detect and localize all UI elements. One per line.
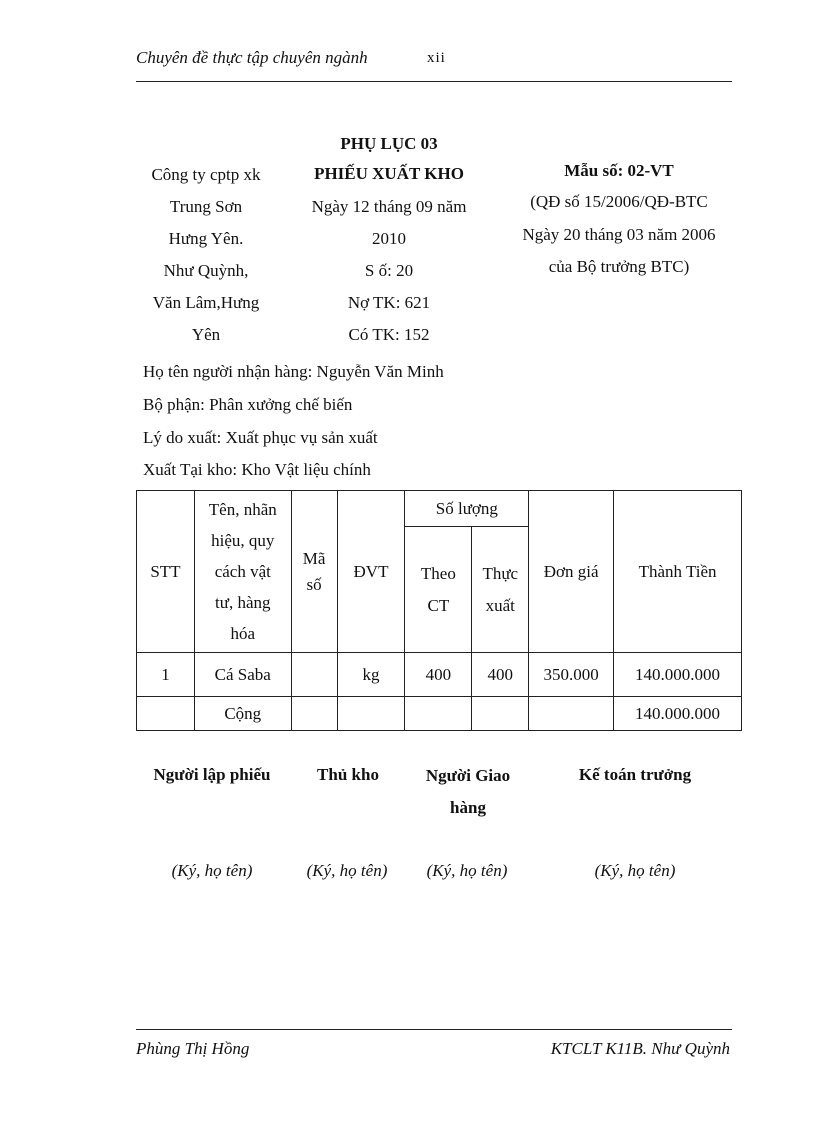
total-label: Cộng (194, 697, 291, 731)
signature-storekeeper-title: Thủ kho (317, 765, 379, 784)
cell-qty-actual: 400 (472, 653, 529, 697)
form-ref-line: của Bộ trưởng BTC) (548, 257, 690, 276)
header-stt: STT (137, 491, 195, 653)
signature-deliverer-note: (Ký, họ tên) (426, 861, 508, 880)
header-qty-doc: Theo CT (405, 527, 472, 653)
receiver-name: Họ tên người nhận hàng: Nguyễn Văn Minh (143, 362, 444, 381)
form-ref-line: Ngày 20 tháng 03 năm 2006 (522, 225, 716, 244)
total-amount: 140.000.000 (614, 697, 742, 731)
signature-preparer-note: (Ký, họ tên) (171, 861, 253, 880)
cell-empty (529, 697, 614, 731)
page-number: xii (427, 50, 446, 66)
header-amount: Thành Tiền (614, 491, 742, 653)
header-quantity: Số lượng (405, 491, 529, 527)
cell-code (291, 653, 337, 697)
cell-unit: kg (337, 653, 405, 697)
cell-empty (337, 697, 405, 731)
table-row (137, 653, 742, 697)
document-date-line2: 2010 (372, 229, 406, 248)
footer-rule (136, 1029, 732, 1030)
header-code: Mã số (291, 491, 337, 653)
header-item-name: Tên, nhãn hiệu, quy cách vật tư, hàng hóa (194, 491, 291, 653)
cell-stt: 1 (137, 653, 195, 697)
footer-author: Phùng Thị Hồng (136, 1039, 250, 1058)
cell-unit-price: 350.000 (529, 653, 614, 697)
cell-amount: 140.000.000 (614, 653, 742, 697)
header-unit-price: Đơn giá (529, 491, 614, 653)
appendix-title: PHỤ LỤC 03 (340, 134, 438, 153)
debit-account: Nợ TK: 621 (347, 293, 431, 312)
cell-item-name: Cá Saba (194, 653, 291, 697)
cell-empty (472, 697, 529, 731)
cell-empty (405, 697, 472, 731)
total-row (137, 697, 742, 731)
department: Bộ phận: Phân xưởng chế biến (143, 395, 353, 414)
document-number: S ố: 20 (364, 261, 414, 280)
warehouse: Xuất Tại kho: Kho Vật liệu chính (143, 460, 371, 479)
company-line: Như Quỳnh, (163, 261, 249, 280)
document-name: PHIẾU XUẤT KHO (314, 164, 464, 183)
footer-class: KTCLT K11B. Như Quỳnh (550, 1039, 730, 1058)
header-title: Chuyên đề thực tập chuyên ngành (136, 48, 368, 67)
company-line: Trung Sơn (169, 197, 243, 216)
document-date-line1: Ngày 12 tháng 09 năm (311, 197, 467, 216)
items-table (136, 490, 742, 731)
signature-deliverer-title: Người Giao hàng (425, 766, 511, 817)
header-unit: ĐVT (337, 491, 405, 653)
cell-empty (291, 697, 337, 731)
company-line: Văn Lâm,Hưng (152, 293, 260, 312)
signature-chief-accountant-note: (Ký, họ tên) (594, 861, 676, 880)
header-qty-actual: Thực xuất (472, 527, 529, 653)
company-line: Yên (191, 325, 221, 344)
company-line: Công ty cptp xk (151, 165, 261, 184)
signature-chief-accountant-title: Kế toán trưởng (578, 765, 692, 784)
company-line: Hưng Yên. (168, 229, 244, 248)
header-rule (136, 81, 732, 82)
signature-preparer-title: Người lập phiếu (153, 765, 271, 784)
issue-reason: Lý do xuất: Xuất phục vụ sản xuất (143, 428, 378, 447)
form-ref-line: (QĐ số 15/2006/QĐ-BTC (530, 192, 708, 211)
cell-empty (137, 697, 195, 731)
form-code: Mẫu số: 02-VT (564, 161, 674, 180)
credit-account: Có TK: 152 (348, 325, 430, 344)
signature-storekeeper-note: (Ký, họ tên) (306, 861, 388, 880)
cell-qty-doc: 400 (405, 653, 472, 697)
